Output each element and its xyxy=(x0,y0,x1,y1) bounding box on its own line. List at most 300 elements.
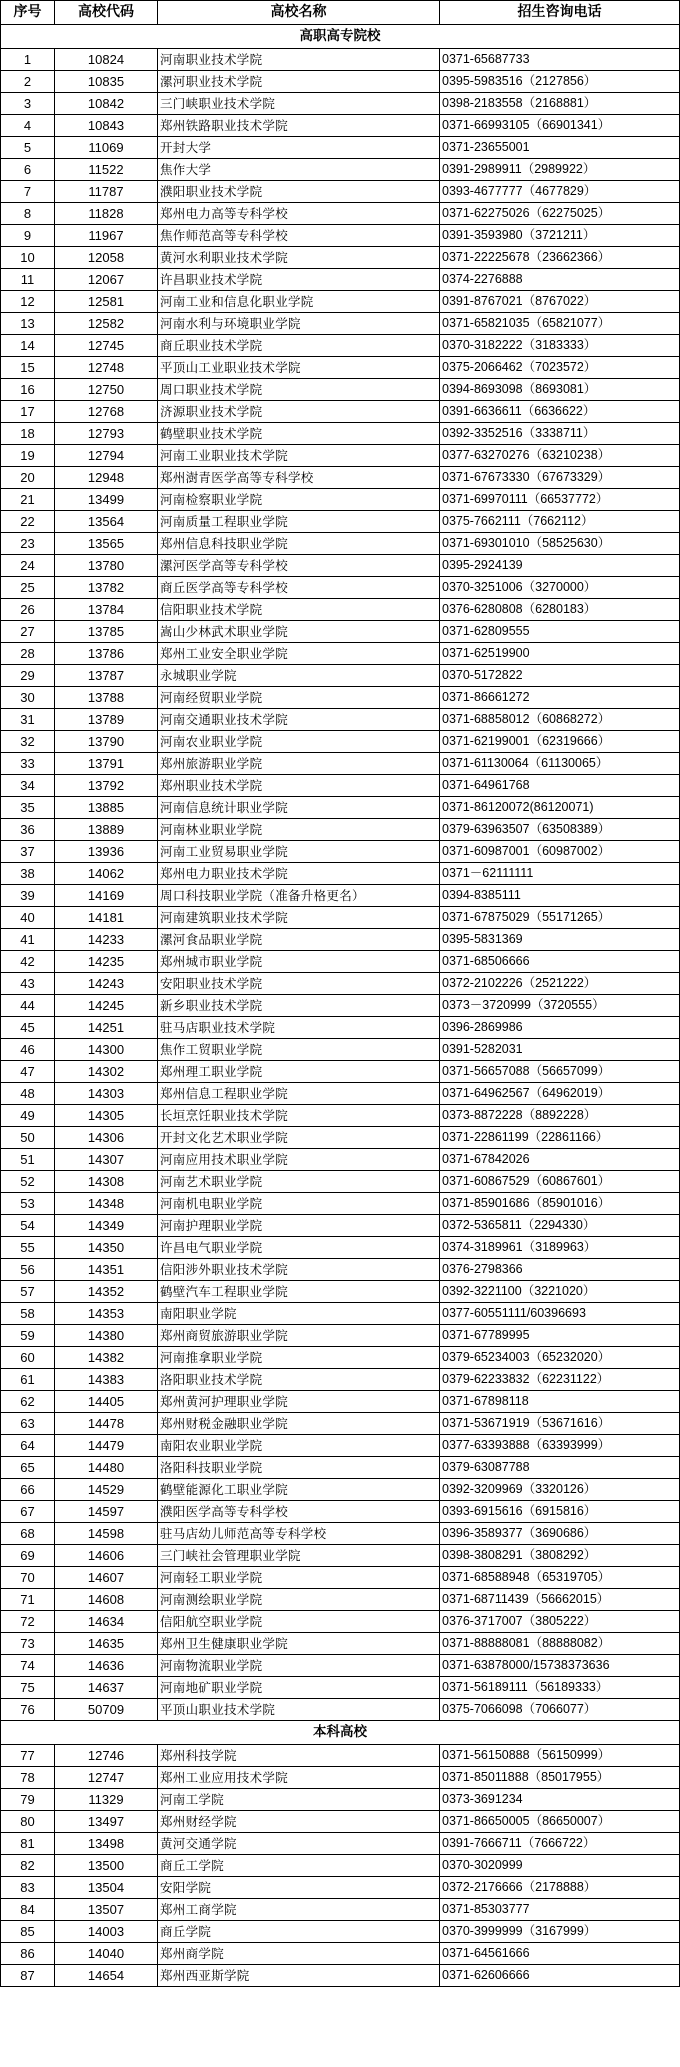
table-row xyxy=(1,863,680,885)
school-code: 14233 xyxy=(55,929,158,951)
school-code: 14606 xyxy=(55,1545,158,1567)
admission-phone: 0371-22225678（23662366） xyxy=(440,247,680,269)
row-index: 25 xyxy=(1,577,55,599)
table-row xyxy=(1,1083,680,1105)
admission-phone: 0391-6636611（6636622） xyxy=(440,401,680,423)
admission-phone: 0371-65687733 xyxy=(440,49,680,71)
table-row xyxy=(1,1633,680,1655)
table-row xyxy=(1,819,680,841)
school-code: 13789 xyxy=(55,709,158,731)
school-name: 商丘职业技术学院 xyxy=(158,335,440,357)
school-name: 河南物流职业学院 xyxy=(158,1655,440,1677)
school-code: 13885 xyxy=(55,797,158,819)
row-index: 34 xyxy=(1,775,55,797)
school-code: 14654 xyxy=(55,1965,158,1987)
school-code: 13784 xyxy=(55,599,158,621)
admission-phone: 0371-69970111（66537772） xyxy=(440,489,680,511)
row-index: 23 xyxy=(1,533,55,555)
school-code: 13788 xyxy=(55,687,158,709)
school-name: 许昌职业技术学院 xyxy=(158,269,440,291)
admission-phone: 0371-61130064（61130065） xyxy=(440,753,680,775)
row-index: 83 xyxy=(1,1877,55,1899)
school-code: 14598 xyxy=(55,1523,158,1545)
table-row xyxy=(1,247,680,269)
school-name: 河南推拿职业学院 xyxy=(158,1347,440,1369)
school-code: 12768 xyxy=(55,401,158,423)
school-name: 郑州财税金融职业学院 xyxy=(158,1413,440,1435)
school-code: 13782 xyxy=(55,577,158,599)
table-row xyxy=(1,1127,680,1149)
school-name: 济源职业技术学院 xyxy=(158,401,440,423)
row-index: 60 xyxy=(1,1347,55,1369)
school-name: 郑州卫生健康职业学院 xyxy=(158,1633,440,1655)
school-code: 14635 xyxy=(55,1633,158,1655)
section-title: 本科高校 xyxy=(1,1721,680,1745)
school-code: 14003 xyxy=(55,1921,158,1943)
table-row xyxy=(1,1589,680,1611)
row-index: 81 xyxy=(1,1833,55,1855)
school-code: 14608 xyxy=(55,1589,158,1611)
section-row xyxy=(1,1721,680,1745)
school-code: 14307 xyxy=(55,1149,158,1171)
table-row xyxy=(1,643,680,665)
school-name: 河南护理职业学院 xyxy=(158,1215,440,1237)
admission-phone: 0370-5172822 xyxy=(440,665,680,687)
admission-phone: 0395-5831369 xyxy=(440,929,680,951)
school-code: 12581 xyxy=(55,291,158,313)
school-code: 13499 xyxy=(55,489,158,511)
school-code: 12582 xyxy=(55,313,158,335)
table-row xyxy=(1,577,680,599)
table-row xyxy=(1,687,680,709)
row-index: 12 xyxy=(1,291,55,313)
table-row xyxy=(1,841,680,863)
admission-phone: 0371-85011888（85017955） xyxy=(440,1767,680,1789)
school-name: 郑州信息科技职业学院 xyxy=(158,533,440,555)
school-code: 11329 xyxy=(55,1789,158,1811)
table-header-row xyxy=(1,1,680,25)
admission-phone: 0375-7662111（7662112） xyxy=(440,511,680,533)
school-name: 郑州工业应用技术学院 xyxy=(158,1767,440,1789)
section-title: 高职高专院校 xyxy=(1,25,680,49)
school-code: 10835 xyxy=(55,71,158,93)
school-code: 13790 xyxy=(55,731,158,753)
table-row xyxy=(1,929,680,951)
school-name: 河南经贸职业学院 xyxy=(158,687,440,709)
school-code: 14303 xyxy=(55,1083,158,1105)
row-index: 22 xyxy=(1,511,55,533)
table-row xyxy=(1,445,680,467)
admission-phone: 0371-53671919（53671616） xyxy=(440,1413,680,1435)
row-index: 33 xyxy=(1,753,55,775)
school-code: 13498 xyxy=(55,1833,158,1855)
row-index: 85 xyxy=(1,1921,55,1943)
admission-phone: 0371-62809555 xyxy=(440,621,680,643)
table-row xyxy=(1,1193,680,1215)
admission-phone: 0371-86120072(86120071) xyxy=(440,797,680,819)
school-name: 许昌电气职业学院 xyxy=(158,1237,440,1259)
school-name: 郑州铁路职业技术学院 xyxy=(158,115,440,137)
row-index: 38 xyxy=(1,863,55,885)
school-code: 14352 xyxy=(55,1281,158,1303)
school-name: 郑州科技学院 xyxy=(158,1745,440,1767)
school-name: 河南工业职业技术学院 xyxy=(158,445,440,467)
admission-phone: 0374-3189961（3189963） xyxy=(440,1237,680,1259)
school-name: 河南建筑职业技术学院 xyxy=(158,907,440,929)
admission-phone: 0371-64962567（64962019） xyxy=(440,1083,680,1105)
table-row xyxy=(1,423,680,445)
row-index: 56 xyxy=(1,1259,55,1281)
table-row xyxy=(1,71,680,93)
admission-phone: 0371-85901686（85901016） xyxy=(440,1193,680,1215)
school-code: 12750 xyxy=(55,379,158,401)
row-index: 6 xyxy=(1,159,55,181)
school-name: 河南质量工程职业学院 xyxy=(158,511,440,533)
row-index: 67 xyxy=(1,1501,55,1523)
admission-phone: 0377-63393888（63393999） xyxy=(440,1435,680,1457)
school-code: 14480 xyxy=(55,1457,158,1479)
table-row xyxy=(1,1325,680,1347)
table-row xyxy=(1,313,680,335)
table-row xyxy=(1,1833,680,1855)
school-name: 焦作师范高等专科学校 xyxy=(158,225,440,247)
admission-phone: 0398-2183558（2168881） xyxy=(440,93,680,115)
school-name: 周口职业技术学院 xyxy=(158,379,440,401)
school-code: 12748 xyxy=(55,357,158,379)
admission-phone: 0394-8385111 xyxy=(440,885,680,907)
row-index: 13 xyxy=(1,313,55,335)
admission-phone: 0392-3209969（3320126） xyxy=(440,1479,680,1501)
school-code: 14349 xyxy=(55,1215,158,1237)
table-row xyxy=(1,1259,680,1281)
school-name: 三门峡职业技术学院 xyxy=(158,93,440,115)
school-name: 商丘医学高等专科学校 xyxy=(158,577,440,599)
school-name: 驻马店职业技术学院 xyxy=(158,1017,440,1039)
row-index: 55 xyxy=(1,1237,55,1259)
table-row xyxy=(1,269,680,291)
school-name: 郑州理工职业学院 xyxy=(158,1061,440,1083)
row-index: 10 xyxy=(1,247,55,269)
admission-phone: 0373-8872228（8892228） xyxy=(440,1105,680,1127)
admission-phone: 0391-7666711（7666722） xyxy=(440,1833,680,1855)
school-code: 50709 xyxy=(55,1699,158,1721)
admission-phone: 0372-2102226（2521222） xyxy=(440,973,680,995)
school-code: 11828 xyxy=(55,203,158,225)
school-name: 平顶山工业职业技术学院 xyxy=(158,357,440,379)
school-code: 12067 xyxy=(55,269,158,291)
table-row xyxy=(1,995,680,1017)
school-code: 14348 xyxy=(55,1193,158,1215)
row-index: 7 xyxy=(1,181,55,203)
school-name: 漯河医学高等专科学校 xyxy=(158,555,440,577)
table-row xyxy=(1,1745,680,1767)
row-index: 35 xyxy=(1,797,55,819)
table-row xyxy=(1,1149,680,1171)
school-code: 10843 xyxy=(55,115,158,137)
row-index: 41 xyxy=(1,929,55,951)
row-index: 16 xyxy=(1,379,55,401)
school-code: 13507 xyxy=(55,1899,158,1921)
row-index: 27 xyxy=(1,621,55,643)
school-name: 河南机电职业学院 xyxy=(158,1193,440,1215)
admission-phone: 0371-62275026（62275025） xyxy=(440,203,680,225)
table-row xyxy=(1,467,680,489)
row-index: 11 xyxy=(1,269,55,291)
row-index: 76 xyxy=(1,1699,55,1721)
table-row xyxy=(1,1105,680,1127)
school-name: 郑州财经学院 xyxy=(158,1811,440,1833)
school-code: 13500 xyxy=(55,1855,158,1877)
school-name: 洛阳职业技术学院 xyxy=(158,1369,440,1391)
admission-phone: 0371-67673330（67673329） xyxy=(440,467,680,489)
school-code: 14353 xyxy=(55,1303,158,1325)
row-index: 20 xyxy=(1,467,55,489)
school-name: 鹤壁职业技术学院 xyxy=(158,423,440,445)
school-code: 14243 xyxy=(55,973,158,995)
school-name: 河南应用技术职业学院 xyxy=(158,1149,440,1171)
admission-phone: 0370-3020999 xyxy=(440,1855,680,1877)
school-code: 13785 xyxy=(55,621,158,643)
row-index: 32 xyxy=(1,731,55,753)
row-index: 80 xyxy=(1,1811,55,1833)
row-index: 71 xyxy=(1,1589,55,1611)
admission-phone: 0391-5282031 xyxy=(440,1039,680,1061)
table-row xyxy=(1,401,680,423)
school-code: 13786 xyxy=(55,643,158,665)
table-row xyxy=(1,1523,680,1545)
row-index: 58 xyxy=(1,1303,55,1325)
table-row xyxy=(1,1457,680,1479)
admission-phone: 0371-68711439（56662015） xyxy=(440,1589,680,1611)
school-name: 郑州工商学院 xyxy=(158,1899,440,1921)
school-code: 14380 xyxy=(55,1325,158,1347)
row-index: 3 xyxy=(1,93,55,115)
school-code: 13780 xyxy=(55,555,158,577)
school-code: 12948 xyxy=(55,467,158,489)
row-index: 78 xyxy=(1,1767,55,1789)
row-index: 9 xyxy=(1,225,55,247)
school-code: 14529 xyxy=(55,1479,158,1501)
row-index: 69 xyxy=(1,1545,55,1567)
school-code: 14382 xyxy=(55,1347,158,1369)
admission-phone: 0371-56189111（56189333） xyxy=(440,1677,680,1699)
row-index: 46 xyxy=(1,1039,55,1061)
school-name: 河南检察职业学院 xyxy=(158,489,440,511)
row-index: 40 xyxy=(1,907,55,929)
header-index: 序号 xyxy=(1,1,55,25)
school-name: 河南测绘职业学院 xyxy=(158,1589,440,1611)
row-index: 24 xyxy=(1,555,55,577)
school-name: 河南交通职业技术学院 xyxy=(158,709,440,731)
row-index: 62 xyxy=(1,1391,55,1413)
row-index: 84 xyxy=(1,1899,55,1921)
row-index: 79 xyxy=(1,1789,55,1811)
school-name: 三门峡社会管理职业学院 xyxy=(158,1545,440,1567)
school-code: 12746 xyxy=(55,1745,158,1767)
table-row xyxy=(1,1039,680,1061)
table-row xyxy=(1,511,680,533)
table-row xyxy=(1,1877,680,1899)
table-row xyxy=(1,1965,680,1987)
table-row xyxy=(1,1347,680,1369)
school-name: 信阳职业技术学院 xyxy=(158,599,440,621)
admission-phone: 0371-56657088（56657099） xyxy=(440,1061,680,1083)
school-code: 10824 xyxy=(55,49,158,71)
row-index: 30 xyxy=(1,687,55,709)
admission-phone: 0370-3999999（3167999） xyxy=(440,1921,680,1943)
admission-phone: 0371-67842026 xyxy=(440,1149,680,1171)
table-row xyxy=(1,1281,680,1303)
row-index: 4 xyxy=(1,115,55,137)
admission-phone: 0395-5983516（2127856） xyxy=(440,71,680,93)
admission-phone: 0376-2798366 xyxy=(440,1259,680,1281)
school-code: 14351 xyxy=(55,1259,158,1281)
admission-phone: 0394-8693098（8693081） xyxy=(440,379,680,401)
school-code: 14302 xyxy=(55,1061,158,1083)
row-index: 26 xyxy=(1,599,55,621)
school-code: 13791 xyxy=(55,753,158,775)
row-index: 44 xyxy=(1,995,55,1017)
school-name: 黄河交通学院 xyxy=(158,1833,440,1855)
school-code: 11522 xyxy=(55,159,158,181)
table-row xyxy=(1,357,680,379)
table-row xyxy=(1,1611,680,1633)
school-name: 河南林业职业学院 xyxy=(158,819,440,841)
school-name: 商丘学院 xyxy=(158,1921,440,1943)
admission-phone: 0376-6280808（6280183） xyxy=(440,599,680,621)
school-code: 14169 xyxy=(55,885,158,907)
admission-phone: 0392-3221100（3221020） xyxy=(440,1281,680,1303)
table-row xyxy=(1,1855,680,1877)
admission-phone: 0377-63270276（63210238） xyxy=(440,445,680,467)
row-index: 73 xyxy=(1,1633,55,1655)
table-row xyxy=(1,1303,680,1325)
admission-phone: 0371-64561666 xyxy=(440,1943,680,1965)
school-name: 黄河水利职业技术学院 xyxy=(158,247,440,269)
table-row xyxy=(1,225,680,247)
school-code: 14251 xyxy=(55,1017,158,1039)
table-row xyxy=(1,1479,680,1501)
school-code: 11787 xyxy=(55,181,158,203)
table-row xyxy=(1,1017,680,1039)
table-row xyxy=(1,1545,680,1567)
row-index: 2 xyxy=(1,71,55,93)
admission-phone: 0371-68588948（65319705） xyxy=(440,1567,680,1589)
table-row xyxy=(1,159,680,181)
school-name: 周口科技职业学院（准备升格更名） xyxy=(158,885,440,907)
table-body xyxy=(1,25,680,1987)
school-name: 安阳学院 xyxy=(158,1877,440,1899)
school-code: 14305 xyxy=(55,1105,158,1127)
row-index: 52 xyxy=(1,1171,55,1193)
row-index: 21 xyxy=(1,489,55,511)
school-name: 河南艺术职业学院 xyxy=(158,1171,440,1193)
school-name: 鹤壁能源化工职业学院 xyxy=(158,1479,440,1501)
table-row xyxy=(1,555,680,577)
admission-phone: 0396-2869986 xyxy=(440,1017,680,1039)
school-code: 14637 xyxy=(55,1677,158,1699)
row-index: 63 xyxy=(1,1413,55,1435)
admission-phone: 0371-68858012（60868272） xyxy=(440,709,680,731)
row-index: 1 xyxy=(1,49,55,71)
table-row xyxy=(1,1391,680,1413)
school-code: 13936 xyxy=(55,841,158,863)
table-row xyxy=(1,907,680,929)
row-index: 31 xyxy=(1,709,55,731)
admission-phone: 0391-3593980（3721211） xyxy=(440,225,680,247)
row-index: 75 xyxy=(1,1677,55,1699)
admission-phone: 0377-60551111/60396693 xyxy=(440,1303,680,1325)
school-code: 14306 xyxy=(55,1127,158,1149)
school-name: 永城职业学院 xyxy=(158,665,440,687)
school-name: 郑州西亚斯学院 xyxy=(158,1965,440,1987)
table-row xyxy=(1,1215,680,1237)
row-index: 42 xyxy=(1,951,55,973)
admission-phone: 0373－3720999（3720555） xyxy=(440,995,680,1017)
table-row xyxy=(1,1943,680,1965)
school-name: 漯河职业技术学院 xyxy=(158,71,440,93)
table-row xyxy=(1,1811,680,1833)
school-name: 嵩山少林武术职业学院 xyxy=(158,621,440,643)
school-name: 安阳职业技术学院 xyxy=(158,973,440,995)
row-index: 77 xyxy=(1,1745,55,1767)
table-row xyxy=(1,797,680,819)
table-row xyxy=(1,93,680,115)
school-name: 濮阳医学高等专科学校 xyxy=(158,1501,440,1523)
row-index: 64 xyxy=(1,1435,55,1457)
table-row xyxy=(1,49,680,71)
table-row xyxy=(1,489,680,511)
admission-phone: 0398-3808291（3808292） xyxy=(440,1545,680,1567)
row-index: 45 xyxy=(1,1017,55,1039)
school-name: 郑州电力职业技术学院 xyxy=(158,863,440,885)
table-row xyxy=(1,1699,680,1721)
admission-phone: 0393-4677777（4677829） xyxy=(440,181,680,203)
table-row xyxy=(1,1789,680,1811)
admission-phone: 0371-88888081（88888082） xyxy=(440,1633,680,1655)
admission-phone: 0379-62233832（62231122） xyxy=(440,1369,680,1391)
row-index: 18 xyxy=(1,423,55,445)
school-name: 新乡职业技术学院 xyxy=(158,995,440,1017)
school-code: 13889 xyxy=(55,819,158,841)
school-name: 开封文化艺术职业学院 xyxy=(158,1127,440,1149)
table-row xyxy=(1,1369,680,1391)
school-name: 河南水利与环境职业学院 xyxy=(158,313,440,335)
admission-phone: 0371-62519900 xyxy=(440,643,680,665)
row-index: 86 xyxy=(1,1943,55,1965)
table-row xyxy=(1,973,680,995)
school-code: 14405 xyxy=(55,1391,158,1413)
school-name: 信阳航空职业学院 xyxy=(158,1611,440,1633)
school-code: 12747 xyxy=(55,1767,158,1789)
table-row xyxy=(1,731,680,753)
table-row xyxy=(1,137,680,159)
table-row xyxy=(1,1899,680,1921)
admission-phone: 0372-2176666（2178888） xyxy=(440,1877,680,1899)
header-school-name: 高校名称 xyxy=(158,1,440,25)
school-code: 10842 xyxy=(55,93,158,115)
school-name: 濮阳职业技术学院 xyxy=(158,181,440,203)
admission-phone: 0371-67789995 xyxy=(440,1325,680,1347)
row-index: 48 xyxy=(1,1083,55,1105)
admission-phone: 0371-22861199（22861166） xyxy=(440,1127,680,1149)
section-row xyxy=(1,25,680,49)
row-index: 65 xyxy=(1,1457,55,1479)
admission-phone: 0396-3589377（3690686） xyxy=(440,1523,680,1545)
admission-phone: 0371-85303777 xyxy=(440,1899,680,1921)
admission-phone: 0391-8767021（8767022） xyxy=(440,291,680,313)
table-row xyxy=(1,885,680,907)
